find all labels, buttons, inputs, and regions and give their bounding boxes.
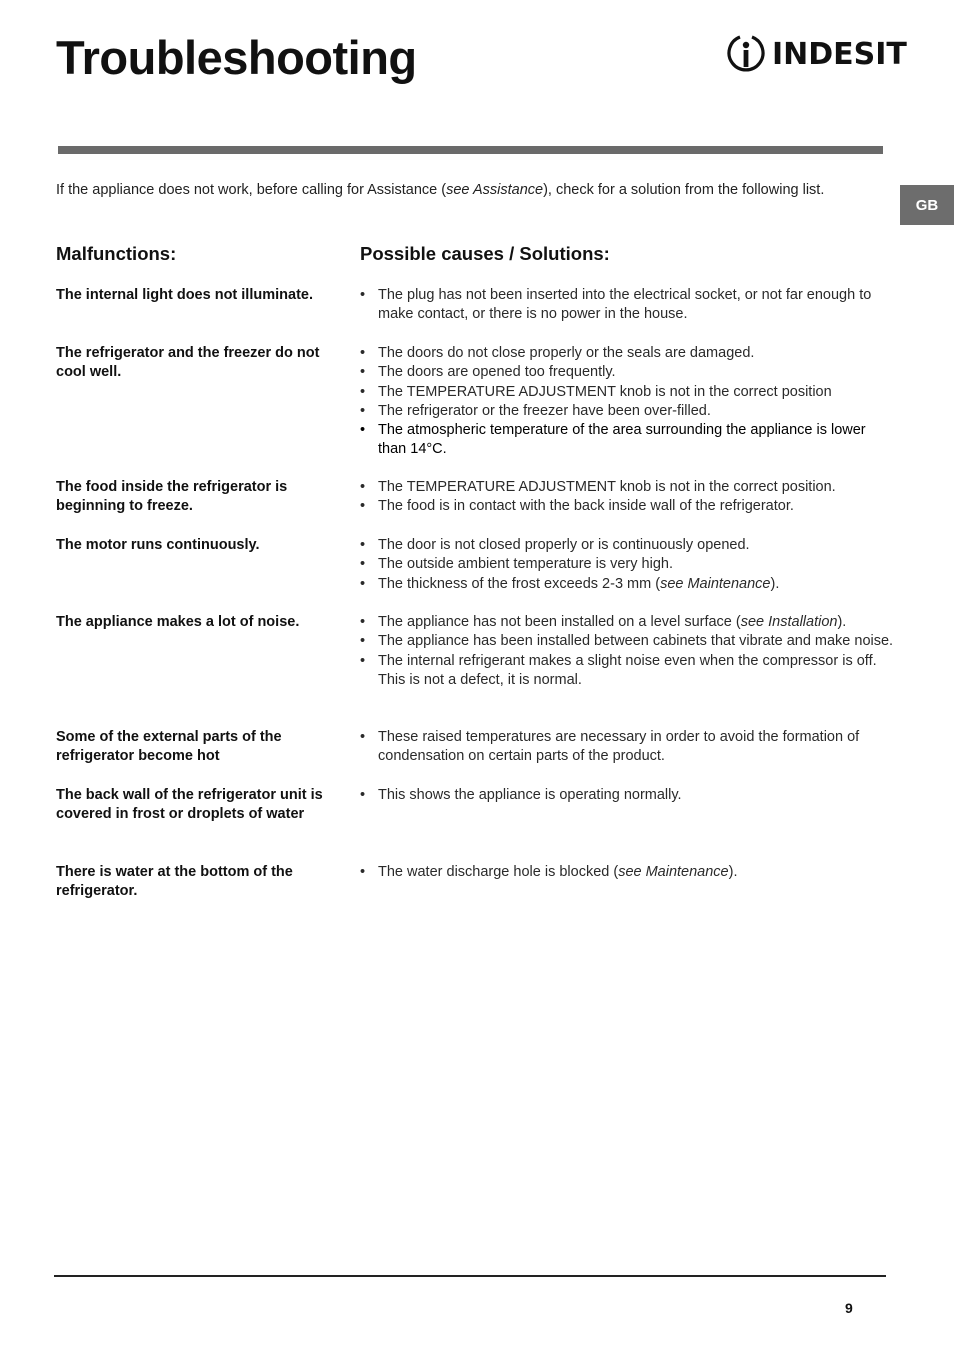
malfunction-item: The appliance makes a lot of noise. xyxy=(56,614,300,630)
solution-reference: see Installation xyxy=(740,614,838,630)
solution-item xyxy=(360,363,895,382)
bullet-icon: • xyxy=(360,402,366,419)
bullet-icon: • xyxy=(360,556,366,573)
page-number: 9 xyxy=(845,1300,853,1316)
malfunction-item: The motor runs continuously. xyxy=(56,537,260,553)
solution-text: The appliance has not been installed on a level surface ( xyxy=(378,614,741,630)
solution-text: The TEMPERATURE ADJUSTMENT knob is not in the correct position xyxy=(378,383,832,400)
malfunction-item: The internal light does not illuminate. xyxy=(56,287,313,303)
malfunction-item: There is water at the bottom of the refrigerator. xyxy=(56,864,293,900)
solution-list xyxy=(360,728,895,767)
solution-text: The TEMPERATURE ADJUSTMENT knob is not in the correct position. xyxy=(378,479,836,495)
solution-item xyxy=(360,632,895,651)
bullet-icon: • xyxy=(360,614,366,630)
bullet-icon: • xyxy=(360,575,366,592)
solution-reference: see Maintenance xyxy=(660,575,771,592)
solution-item xyxy=(360,344,895,363)
bullet-icon: • xyxy=(360,652,366,669)
intro-text-part: If the appliance does not work, before calling for Assistance ( xyxy=(56,182,447,198)
bullet-icon: • xyxy=(360,787,366,803)
indesit-logo-icon xyxy=(726,33,766,75)
solution-text: The atmospheric temperature of the area surrounding the appliance is lower than 14°C. xyxy=(378,422,866,458)
bullet-icon: • xyxy=(360,383,366,400)
solution-text: The thickness of the frost exceeds 2-3 mm ( xyxy=(378,575,661,592)
bullet-icon: • xyxy=(360,537,366,553)
solution-list xyxy=(360,786,895,805)
solution-list xyxy=(360,344,895,460)
malfunction-item: The back wall of the refrigerator unit is covered in frost or droplets of water xyxy=(56,787,323,823)
solution-text: ). xyxy=(837,614,847,630)
solution-text: The doors are opened too frequently. xyxy=(378,364,616,381)
bullet-icon: • xyxy=(360,479,366,495)
bullet-icon: • xyxy=(360,864,366,880)
solution-text: The internal refrigerant makes a slight noise even when the compressor is off. This is not a defect, it is normal. xyxy=(378,652,877,688)
solution-item xyxy=(360,402,895,421)
language-tab: GB xyxy=(900,185,954,225)
malfunction-item: The food inside the refrigerator is beginning to freeze. xyxy=(56,479,288,515)
solution-text: ). xyxy=(770,575,780,592)
solution-item xyxy=(360,383,895,402)
page-title: Troubleshooting xyxy=(56,31,417,84)
solution-item xyxy=(360,786,895,805)
solution-text: The appliance has been installed between cabinets that vibrate and make noise. xyxy=(378,633,894,650)
bullet-icon: • xyxy=(360,729,366,745)
solution-text: The outside ambient temperature is very high. xyxy=(378,556,673,573)
solution-item xyxy=(360,497,895,516)
malfunction-item: Some of the external parts of the refrigerator become hot xyxy=(56,729,282,765)
solution-item xyxy=(360,728,895,767)
bullet-icon: • xyxy=(360,498,366,515)
bullet-icon: • xyxy=(360,633,366,650)
solution-list xyxy=(360,613,895,690)
solution-reference: see Maintenance xyxy=(618,864,729,880)
solution-list xyxy=(360,478,895,517)
brand-logo xyxy=(726,33,907,75)
solution-text: The doors do not close properly or the seals are damaged. xyxy=(378,345,755,361)
header-divider xyxy=(58,146,883,154)
solution-text: The water discharge hole is blocked ( xyxy=(378,864,619,880)
solution-text: The plug has not been inserted into the electrical socket, or not far enough to make contact, or there is no power in the house. xyxy=(378,287,872,323)
bullet-icon: • xyxy=(360,345,366,361)
solution-text: This shows the appliance is operating normally. xyxy=(378,787,682,803)
solution-item xyxy=(360,555,895,574)
brand-logo-text: INDESIT xyxy=(772,36,907,72)
bullet-icon: • xyxy=(360,287,366,303)
malfunctions-heading: Malfunctions: xyxy=(56,243,177,264)
solution-item xyxy=(360,613,895,632)
solution-text: The refrigerator or the freezer have been over-filled. xyxy=(378,402,711,419)
solution-item xyxy=(360,286,895,325)
solution-list xyxy=(360,286,895,325)
intro-reference: see Assistance xyxy=(446,182,544,198)
footer-divider xyxy=(54,1275,886,1277)
solutions-heading: Possible causes / Solutions: xyxy=(360,243,610,264)
solution-text: The food is in contact with the back inside wall of the refrigerator. xyxy=(378,498,794,515)
solution-item xyxy=(360,863,895,882)
solution-item xyxy=(360,536,895,555)
solution-text: The door is not closed properly or is continuously opened. xyxy=(378,537,750,553)
solution-list xyxy=(360,863,895,882)
solution-text: These raised temperatures are necessary in order to avoid the formation of condensation on certain parts of the product. xyxy=(378,729,860,765)
malfunction-item: The refrigerator and the freezer do not cool well. xyxy=(56,345,320,381)
bullet-icon: • xyxy=(360,364,366,381)
solution-item xyxy=(360,652,895,691)
bullet-icon: • xyxy=(360,422,366,439)
intro-text-part: ), check for a solution from the following list. xyxy=(543,182,825,198)
solution-text: ). xyxy=(728,864,738,880)
solution-item xyxy=(360,421,895,460)
solution-list xyxy=(360,536,895,594)
intro-text xyxy=(56,182,824,198)
solution-item xyxy=(360,478,895,497)
solution-item xyxy=(360,575,895,594)
